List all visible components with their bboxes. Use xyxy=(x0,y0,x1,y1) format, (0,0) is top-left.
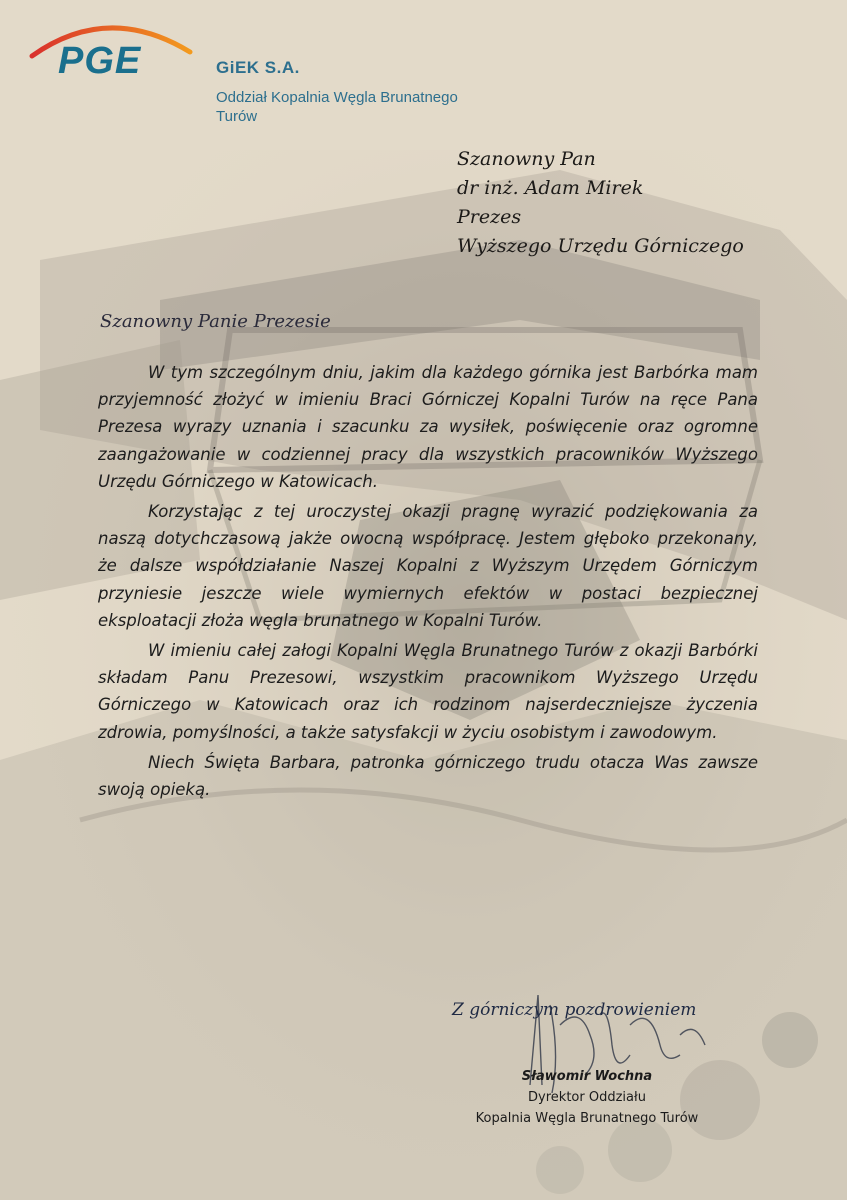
body-paragraph-3: W imieniu całej załogi Kopalni Węgla Brunatnego Turów z okazji Barbórki składam Panu Prezesowi, wszystkim pracownikom Wyższego Urzędu Górniczego w Katowicach oraz ich rodzinom najserdeczniejsze życzenia zdrowia, pomyślności, a także satysfakcji w życiu osobistym i zawodowym. xyxy=(98,641,758,742)
recipient-address xyxy=(457,145,744,261)
body-paragraph-4: Niech Święta Barbara, patronka górniczego trudu otacza Was zawsze swoją opieką. xyxy=(98,752,758,800)
body-paragraph-2: Korzystając z tej uroczystej okazji pragnę wyrazić podziękowania za naszą dotychczasową jakże owocną współpracę. Jestem głęboko przekonany, że dalsze współdziałanie Naszej Kopalni z Wyższym Urzędem Górniczym przyniesie jeszcze wiele wymiernych efektów w postaci bezpiecznej eksploatacji złoża węgla brunatnego w Kopalni Turów. xyxy=(98,502,758,630)
pge-logo xyxy=(28,14,198,94)
branch-name xyxy=(216,88,516,126)
pge-logo-text: PGE xyxy=(58,40,142,82)
letter-body xyxy=(98,359,758,806)
signatory-title: Dyrektor Oddziału xyxy=(528,1090,646,1105)
branch-line-2: Turów xyxy=(216,108,258,125)
company-name: GiEK S.A. xyxy=(216,58,300,77)
signature-block xyxy=(452,1066,722,1129)
company-header xyxy=(216,58,516,126)
signatory-organization: Kopalnia Węgla Brunatnego Turów xyxy=(475,1111,699,1126)
recipient-line-3: Prezes xyxy=(457,206,522,228)
recipient-line-4: Wyższego Urzędu Górniczego xyxy=(457,235,744,257)
branch-line-1: Oddział Kopalnia Węgla Brunatnego xyxy=(216,89,458,106)
recipient-line-1: Szanowny Pan xyxy=(457,148,596,170)
closing-phrase: Z górniczym pozdrowieniem xyxy=(452,1000,697,1020)
salutation: Szanowny Panie Prezesie xyxy=(100,311,331,332)
recipient-line-2: dr inż. Adam Mirek xyxy=(457,177,644,199)
signatory-name: Sławomir Wochna xyxy=(521,1069,653,1084)
body-paragraph-1: W tym szczególnym dniu, jakim dla każdego górnika jest Barbórka mam przyjemność złożyć w imieniu Braci Górniczej Kopalni Turów na ręce Pana Prezesa wyrazy uznania i szacunku za wysiłek, poświęcenie oraz ogromne zaangażowanie w codziennej pracy dla wszystkich pracowników Wyższego Urzędu Górniczego w Katowicach. xyxy=(98,363,758,491)
